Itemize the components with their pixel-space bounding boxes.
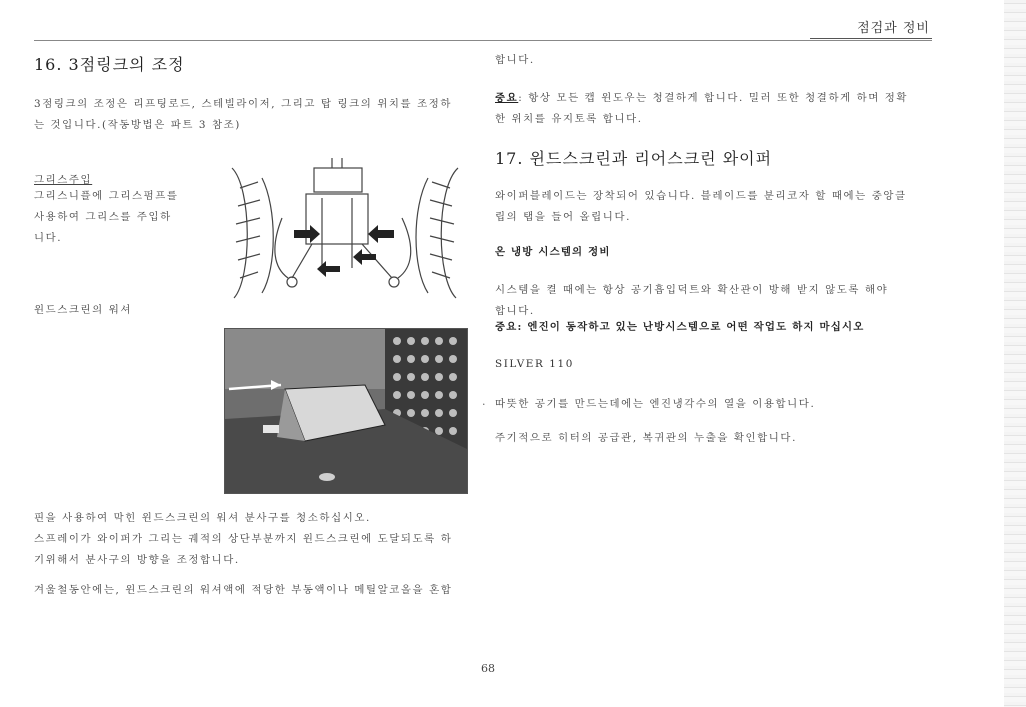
section-16-title: 16. 3점링크의 조정 [34,55,185,74]
washer-line-3: 기위해서 분사구의 방향을 조정합니다. [34,554,240,566]
section-17-title: 17. 윈드스크린과 리어스크린 와이퍼 [495,149,773,168]
heating-title: 온 냉방 시스템의 정비 [495,246,611,258]
dot-mark: . [482,395,486,408]
section-header: 점검과 정비 [857,21,930,36]
important-text-2: 한 위치를 유지토록 합니다. [495,113,643,125]
washer-photo-graphic [225,329,467,493]
washer-text [34,508,452,571]
heating-text [495,280,888,322]
important-label: 중요 [495,92,519,104]
important-note [495,88,908,130]
wiper-text [495,186,907,228]
header-rule-accent [810,38,932,39]
warm-air-text: 따뜻한 공기를 만드는데에는 엔진냉각수의 열을 이용합니다. [495,398,816,410]
grease-text [34,186,179,249]
three-point-link-illustration [222,158,468,306]
important-line-1: 중요: 항상 모든 캡 윈도우는 청결하게 합니다. 밀러 또한 청결하게 하며 정확 [495,92,909,104]
page-edge [1004,0,1026,707]
header-rule [34,40,932,41]
grease-line-1: 그리스니플에 그리스펌프를 [34,190,179,202]
model-name: SILVER 110 [495,358,574,370]
section-16-intro [34,94,452,136]
intro-line-2: 는 것입니다.(작동방법은 파트 3 참조) [34,119,241,131]
wiper-line-1: 와이퍼블레이드는 장착되어 있습니다. 블레이드를 분리코자 할 때에는 중앙클 [495,190,907,202]
washer-line-1: 핀을 사용하여 막힌 윈드스크린의 워셔 분사구를 청소하십시오. [34,512,371,524]
page-number: 68 [481,662,495,675]
heating-line-2: 합니다. [495,305,535,317]
grease-line-3: 니다. [34,232,63,244]
grease-line-2: 사용하여 그리스를 주입하 [34,211,172,223]
important-text-1: 항상 모든 캡 윈도우는 청결하게 합니다. 밀러 또한 청결하게 하며 정확 [528,92,909,104]
wiper-line-2: 립의 탭을 들어 올립니다. [495,211,631,223]
washer-line-2: 스프레이가 와이퍼가 그리는 궤적의 상단부분까지 윈드스크린에 도달되도록 하 [34,533,453,545]
heating-line-1: 시스템을 켤 때에는 항상 공기흡입덕트와 확산관이 방해 받지 않도록 해야 [495,284,889,296]
winter-text: 겨울철동안에는, 윈드스크린의 워셔액에 적당한 부동액이나 메틸알코올을 혼합 [34,584,453,596]
washer-title: 윈드스크린의 워셔 [34,304,133,316]
grease-title: 그리스주입 [34,174,93,186]
important-warning: 중요: 엔진이 동작하고 있는 난방시스템으로 어떤 작업도 하지 마십시오 [495,321,865,333]
heater-check-text: 주기적으로 히터의 공급관, 복귀관의 누출을 확인합니다. [495,432,797,444]
washer-nozzle-photo [224,328,468,494]
intro-line-1: 3점링크의 조정은 리프팅로드, 스테빌라이저, 그리고 탑 링크의 위치를 조정하 [34,98,452,110]
continued-text: 합니다. [495,54,535,66]
